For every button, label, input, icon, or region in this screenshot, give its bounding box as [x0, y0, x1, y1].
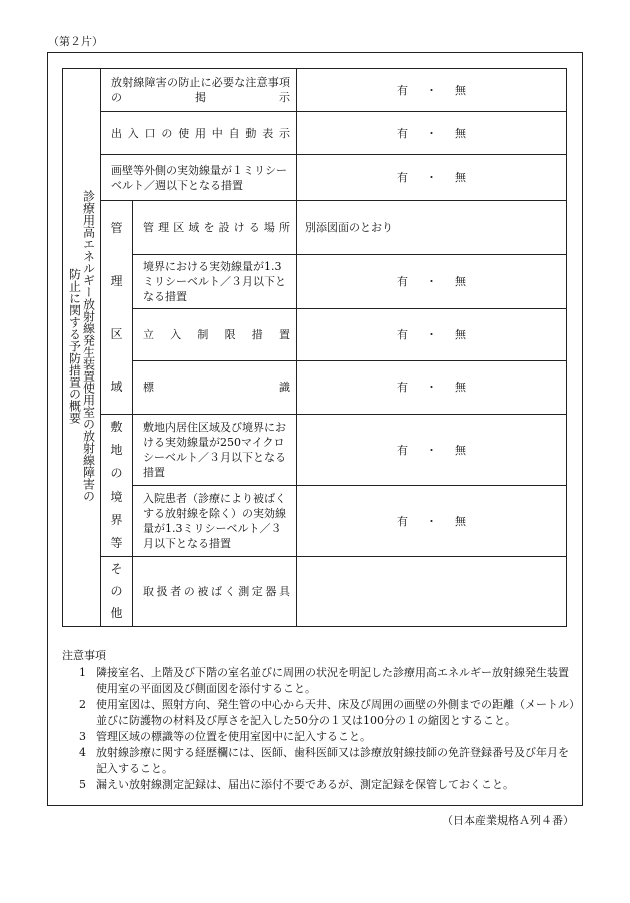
table-row	[63, 361, 567, 415]
notes-title: 注意事項	[62, 649, 106, 662]
boundary-yes-no[interactable]: 有 ・ 無	[297, 255, 567, 309]
site-char: 敷	[110, 419, 123, 434]
note-item: 1 隣接室名、上階及び下階の室名並びに周囲の状況を明記した診療用高エネルギー放射線発生装置使用室の平面図及び側面図を添付すること。	[79, 666, 569, 695]
table-row	[63, 415, 567, 486]
entrance-yes-no[interactable]: 有 ・ 無	[297, 112, 567, 155]
other-group-label	[101, 559, 132, 625]
notice-yes-no[interactable]: 有 ・ 無	[297, 69, 567, 112]
note-item: 5 漏えい放射線測定記録は、届出に添付不要であるが、測定記録を保管しておくこと。	[79, 778, 514, 791]
note-item: 3 管理区域の標識等の位置を使用室図中に記入すること。	[79, 730, 371, 743]
table-row	[63, 557, 567, 627]
site-char: 界	[110, 512, 123, 527]
other-char: の	[110, 584, 123, 598]
dosimeter-label: 取扱者の被ばく測定器具	[133, 557, 297, 627]
notes-section	[62, 648, 578, 793]
table-row	[63, 155, 567, 201]
restriction-yes-no[interactable]: 有 ・ 無	[297, 309, 567, 361]
management-char: 域	[110, 379, 123, 394]
management-group-label	[101, 202, 132, 414]
management-char: 管	[110, 220, 123, 235]
page-label: （第２片）	[48, 35, 103, 48]
entrance-label: 出入口の使用中自動表示	[101, 112, 297, 155]
site-char: 地	[110, 442, 123, 457]
management-group-cell	[101, 201, 133, 415]
location-label: 管理区域を設ける場所	[133, 201, 297, 255]
inpatient-label: 入院患者（診療により被ばくする放射線を除く）の実効線量が1.3ミリシーベルト／３月以下となる措置	[133, 486, 297, 557]
site-char: 等	[110, 536, 123, 551]
category-cell	[63, 69, 101, 627]
note-item: 2 使用室図は、照射方向、発生管の中心から天井、床及び周囲の画壁の外側までの距離（メートル）並びに防護物の材料及び厚さを記入した50分の１又は100分の１の縮図とすること。	[79, 698, 575, 727]
table-row	[63, 486, 567, 557]
form-table	[62, 68, 567, 627]
residential-label: 敷地内居住区域及び境界における実効線量が250マイクロシーベルト／３月以下となる措置	[133, 415, 297, 486]
other-char: 他	[110, 606, 123, 620]
other-group-cell	[101, 557, 133, 627]
note-item: 4 放射線診療に関する経歴欄には、医師、歯科医師又は診療放射線技師の免許登録番号及び年月を記入すること。	[79, 746, 569, 775]
site-char: 境	[110, 489, 123, 504]
other-char: そ	[110, 562, 123, 576]
notice-label: 放射線障害の防止に必要な注意事項の掲示	[101, 69, 297, 112]
table-row	[63, 69, 567, 112]
sign-label: 標識	[133, 361, 297, 415]
table-row	[63, 309, 567, 361]
management-char: 理	[110, 273, 123, 288]
residential-yes-no[interactable]: 有 ・ 無	[297, 415, 567, 486]
wall-label: 画壁等外側の実効線量が１ミリシーベルト／週以下となる措置	[101, 155, 297, 201]
management-char: 区	[110, 326, 123, 341]
table-row	[63, 112, 567, 155]
category-label: 診療用高エネルギー放射線発生装置使用室の放射線障害の防止に関する予防措置の概要	[67, 189, 96, 502]
location-value[interactable]: 別添図面のとおり	[297, 201, 567, 255]
dosimeter-value[interactable]	[297, 557, 567, 627]
paper-standard: （日本産業規格Ａ列４番）	[442, 814, 574, 827]
inpatient-yes-no[interactable]: 有 ・ 無	[297, 486, 567, 557]
table-row	[63, 201, 567, 255]
sign-yes-no[interactable]: 有 ・ 無	[297, 361, 567, 415]
boundary-label: 境界における実効線量が1.3ミリシーベルト／３月以下となる措置	[133, 255, 297, 309]
restriction-label: 立入制限措置	[133, 309, 297, 361]
site-group-label	[101, 416, 132, 556]
site-char: の	[110, 466, 123, 481]
table-row	[63, 255, 567, 309]
wall-yes-no[interactable]: 有 ・ 無	[297, 155, 567, 201]
site-group-cell	[101, 415, 133, 557]
